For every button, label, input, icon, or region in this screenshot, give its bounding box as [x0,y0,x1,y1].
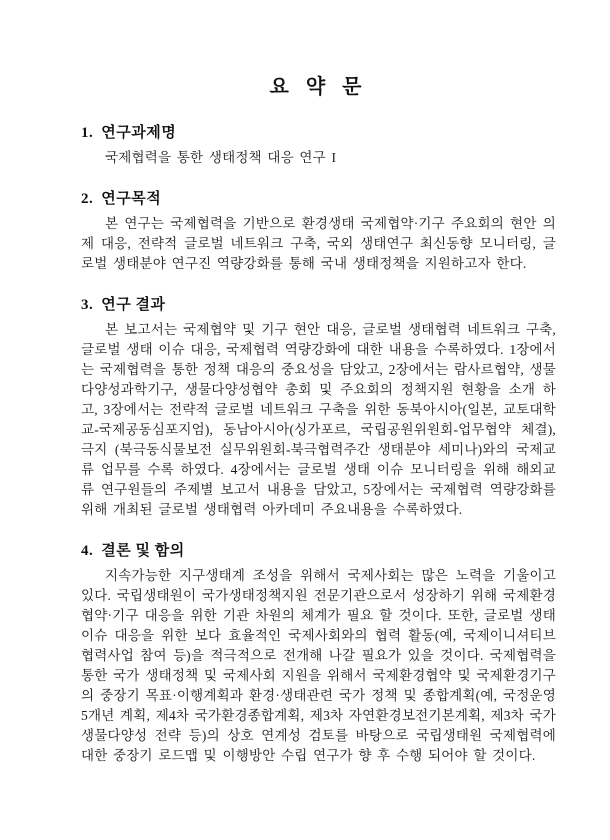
section-research-purpose [81,191,556,274]
paragraph-research-results: 본 보고서는 국제협약 및 기구 현안 대응, 글로벌 생태협력 네트워크 구축, 글로벌 생태 이슈 대응, 국제협력 역량강화에 대한 내용을 수록하였다. 1장에서는 국제협력을 통한 정책 대응의 중요성을 담았고, 2장에서는 람사르협약, 생물다양성과학기구, 생물다양성협약 총회 및 주요회의 정책지원 현황을 소개 하고, 3장에서는 전략적 글로벌 네트워크 구축을 위한 동북아시아(일본, 교토대학교-국제공동심포지엄), 동남아시아(싱가포르, 국립공원위원회-업무협약 체결), 극지 (북극동식물보전 실무위원회-북극협력주간 생태분야 세미나)와의 국제교류 업무를 수록 하였다. 4장에서는 글로벌 생태 이슈 모니터링을 위해 해외교류 연구원들의 주제별 보고서 내용을 담았고, 5장에서는 국제협력 역량강화를 위해 개최된 글로벌 생태협력 아카데미 주요내용을 수록하였다. [81,322,556,517]
section-number: 2. [81,191,94,207]
section-conclusion-implications [81,543,556,766]
section-number: 1. [81,125,94,141]
section-label: 결론 및 함의 [101,543,185,559]
paragraph-research-project-name: 국제협력을 통한 생태정책 대응 연구 I [105,150,337,165]
section-heading-research-project-name [81,125,556,142]
section-number: 3. [81,297,94,313]
section-research-project-name [81,125,556,168]
section-number: 4. [81,543,94,559]
section-research-results [81,297,556,520]
page-title: 요 약 문 [269,76,368,98]
paragraph-conclusion-implications: 지속가능한 지구생태계 조성을 위해서 국제사회는 많은 노력을 기울이고 있다. 국립생태원이 국가생태정책지원 전문기관으로서 성장하기 위해 국제환경협약·기구 대응을 위한 기관 차원의 체계가 필요 할 것이다. 또한, 글로벌 생태 이슈 대응을 위한 보다 효율적인 국제사회와의 협력 활동(예, 국제이니셔티브 협력사업 참여 등)을 적극적으로 전개해 나갈 필요가 있을 것이다. 국제협력을 통한 국가 생태정책 및 국제사회 지원을 위해서 국제환경협약 및 국제환경기구의 중장기 목표·이행계획과 환경·생태관련 국가 정책 및 종합계획(예, 국정운영 5개년 계획, 제4차 국가환경종합계획, 제3차 자연환경보전기본계획, 제3차 국가생물다양성 전략 등)의 상호 연계성 검토를 바탕으로 국립생태원 국제협력에 대한 중장기 로드맵 및 이행방안 수립 연구가 향 후 수행 되어야 할 것이다. [81,568,556,763]
section-heading-research-purpose [81,191,556,208]
section-label: 연구과제명 [101,125,177,141]
section-heading-conclusion-implications [81,543,556,560]
paragraph-research-purpose: 본 연구는 국제협력을 기반으로 환경생태 국제협약·기구 주요회의 현안 의제 대응, 전략적 글로벌 네트워크 구축, 국외 생태연구 최신동향 모니터링, 글로벌 생태분야 연구진 역량강화를 통해 국내 생태정책을 지원하고자 한다. [81,216,556,271]
section-heading-research-results [81,297,556,314]
section-label: 연구 결과 [101,297,166,313]
section-label: 연구목적 [101,191,162,207]
